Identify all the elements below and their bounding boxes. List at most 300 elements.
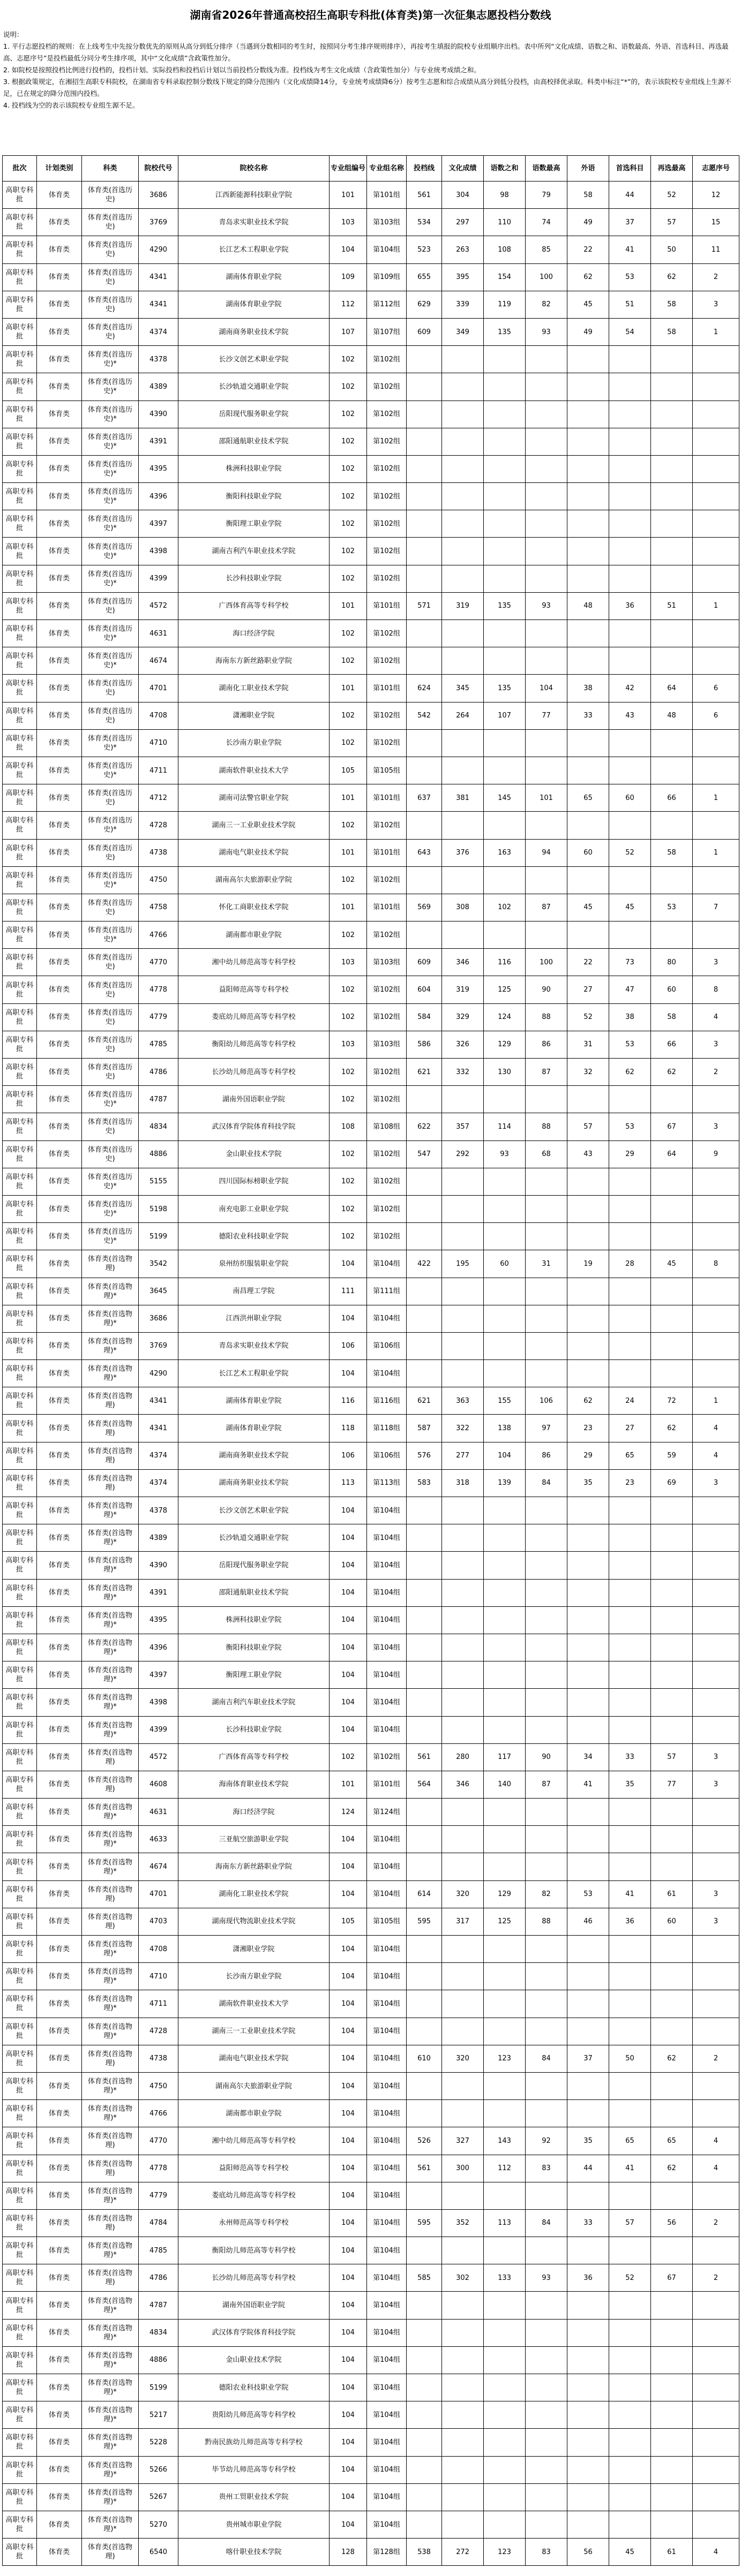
first-subject-cell (609, 1524, 651, 1552)
group-name-cell: 第101组 (367, 894, 407, 921)
group-name-cell: 第104组 (367, 2346, 407, 2374)
subject-type-cell: 体育类(首选物理)* (82, 2182, 139, 2209)
chinese-math-sum-cell (484, 1332, 526, 1359)
first-subject-cell: 35 (609, 1771, 651, 1798)
culture-score-cell: 263 (442, 236, 484, 263)
school-name-cell: 益阳师范高等专科学校 (178, 976, 330, 1003)
school-name-cell: 湖南都市职业学院 (178, 921, 330, 949)
table-row (3, 2539, 739, 2566)
subject-type-cell: 体育类(首选历史)* (82, 346, 139, 373)
reselect-max-cell: 62 (651, 263, 693, 291)
cutoff-score-cell (407, 428, 442, 455)
school-name-cell: 湖南商务职业技术学院 (178, 1469, 330, 1497)
school-code-cell: 4341 (139, 1415, 178, 1442)
subject-type-cell: 体育类(首选历史) (82, 784, 139, 812)
school-code-cell: 4631 (139, 1799, 178, 1826)
school-code-cell: 4390 (139, 1552, 178, 1579)
school-code-cell: 4397 (139, 1661, 178, 1689)
culture-score-cell: 332 (442, 1059, 484, 1086)
chinese-math-sum-cell (484, 428, 526, 455)
school-code-cell: 4396 (139, 1634, 178, 1661)
cutoff-score-cell (407, 1689, 442, 1716)
first-subject-cell (609, 510, 651, 538)
subject-type-cell: 体育类(首选历史) (82, 592, 139, 620)
batch-cell: 高职专科批 (3, 318, 37, 345)
subject-type-cell: 体育类(首选物理)* (82, 1497, 139, 1524)
cutoff-score-cell (407, 866, 442, 894)
cutoff-score-cell (407, 1634, 442, 1661)
foreign-language-cell: 56 (567, 2539, 609, 2566)
group-name-cell: 第102组 (367, 538, 407, 565)
school-name-cell: 潇湘职业学院 (178, 1936, 330, 1963)
reselect-max-cell (651, 428, 693, 455)
table-row (3, 1771, 739, 1798)
group-code-cell: 102 (330, 729, 367, 757)
group-name-cell: 第104组 (367, 1880, 407, 1908)
subject-type-cell: 体育类(首选历史) (82, 1140, 139, 1168)
preference-order-cell: 4 (693, 2155, 739, 2182)
chinese-math-sum-cell: 163 (484, 839, 526, 866)
chinese-math-max-cell (526, 2319, 567, 2346)
batch-cell: 高职专科批 (3, 1031, 37, 1058)
school-name-cell: 贵州工贸职业技术学院 (178, 2483, 330, 2511)
group-name-cell: 第107组 (367, 318, 407, 345)
group-code-cell: 102 (330, 401, 367, 428)
table-row (3, 1113, 739, 1140)
batch-cell: 高职专科批 (3, 1278, 37, 1305)
first-subject-cell (609, 1579, 651, 1606)
school-code-cell: 4779 (139, 1003, 178, 1031)
table-row (3, 592, 739, 620)
chinese-math-sum-cell (484, 1223, 526, 1250)
batch-cell: 高职专科批 (3, 894, 37, 921)
group-code-cell: 102 (330, 538, 367, 565)
table-body (3, 182, 739, 2566)
chinese-math-sum-cell (484, 2072, 526, 2099)
subject-type-cell: 体育类(首选物理)* (82, 1799, 139, 1826)
culture-score-cell: 352 (442, 2209, 484, 2237)
cutoff-score-cell (407, 1497, 442, 1524)
school-name-cell: 湖南都市职业学院 (178, 2100, 330, 2127)
chinese-math-max-cell: 104 (526, 675, 567, 702)
header-plan-type: 计划类别 (37, 156, 82, 182)
preference-order-cell (693, 2456, 739, 2483)
subject-type-cell: 体育类(首选物理)* (82, 2511, 139, 2538)
chinese-math-max-cell: 85 (526, 236, 567, 263)
group-name-cell: 第103组 (367, 209, 407, 236)
table-row (3, 757, 739, 784)
school-code-cell: 4631 (139, 620, 178, 647)
chinese-math-max-cell (526, 1963, 567, 1990)
chinese-math-sum-cell (484, 2319, 526, 2346)
first-subject-cell (609, 812, 651, 839)
group-code-cell: 102 (330, 1003, 367, 1031)
foreign-language-cell: 38 (567, 675, 609, 702)
batch-cell: 高职专科批 (3, 1003, 37, 1031)
school-name-cell: 湖南吉利汽车职业技术学院 (178, 1689, 330, 1716)
cutoff-score-cell (407, 2018, 442, 2045)
school-name-cell: 湖南体育职业学院 (178, 1387, 330, 1415)
school-code-cell: 4399 (139, 565, 178, 592)
culture-score-cell (442, 373, 484, 401)
school-name-cell: 株洲科技职业学院 (178, 1606, 330, 1634)
plan-type-cell: 体育类 (37, 2456, 82, 2483)
batch-cell: 高职专科批 (3, 2401, 37, 2429)
group-code-cell: 124 (330, 1799, 367, 1826)
chinese-math-max-cell: 82 (526, 291, 567, 318)
plan-type-cell: 体育类 (37, 1634, 82, 1661)
group-code-cell: 102 (330, 1086, 367, 1113)
group-code-cell: 101 (330, 894, 367, 921)
foreign-language-cell (567, 1360, 609, 1387)
reselect-max-cell: 57 (651, 209, 693, 236)
chinese-math-sum-cell (484, 2018, 526, 2045)
subject-type-cell: 体育类(首选物理)* (82, 2292, 139, 2319)
plan-type-cell: 体育类 (37, 1853, 82, 1880)
chinese-math-max-cell (526, 1606, 567, 1634)
table-row (3, 538, 739, 565)
batch-cell: 高职专科批 (3, 1059, 37, 1086)
school-code-cell: 5199 (139, 1223, 178, 1250)
plan-type-cell: 体育类 (37, 1113, 82, 1140)
reselect-max-cell: 62 (651, 1059, 693, 1086)
cutoff-score-cell (407, 373, 442, 401)
foreign-language-cell (567, 1661, 609, 1689)
plan-type-cell: 体育类 (37, 592, 82, 620)
school-name-cell: 长沙幼儿师范高等专科学校 (178, 1059, 330, 1086)
cutoff-score-cell: 637 (407, 784, 442, 812)
chinese-math-sum-cell: 129 (484, 1031, 526, 1058)
header-school-name: 院校名称 (178, 156, 330, 182)
preference-order-cell: 4 (693, 1442, 739, 1469)
first-subject-cell: 47 (609, 976, 651, 1003)
reselect-max-cell: 45 (651, 1250, 693, 1278)
preference-order-cell: 3 (693, 1743, 739, 1771)
school-name-cell: 湖南现代物流职业技术学院 (178, 1908, 330, 1935)
table-row (3, 209, 739, 236)
group-code-cell: 104 (330, 1634, 367, 1661)
table-row (3, 565, 739, 592)
chinese-math-sum-cell (484, 1360, 526, 1387)
batch-cell: 高职专科批 (3, 2100, 37, 2127)
preference-order-cell (693, 1963, 739, 1990)
table-row (3, 1606, 739, 1634)
chinese-math-max-cell: 86 (526, 1031, 567, 1058)
plan-type-cell: 体育类 (37, 2539, 82, 2566)
preference-order-cell (693, 620, 739, 647)
subject-type-cell: 体育类(首选物理) (82, 1387, 139, 1415)
first-subject-cell: 60 (609, 784, 651, 812)
chinese-math-sum-cell: 140 (484, 1771, 526, 1798)
school-name-cell: 长沙轨道交通职业学院 (178, 1524, 330, 1552)
plan-type-cell: 体育类 (37, 1880, 82, 1908)
reselect-max-cell: 56 (651, 2209, 693, 2237)
chinese-math-max-cell (526, 1634, 567, 1661)
batch-cell: 高职专科批 (3, 839, 37, 866)
group-code-cell: 104 (330, 1880, 367, 1908)
foreign-language-cell (567, 538, 609, 565)
reselect-max-cell: 66 (651, 1031, 693, 1058)
foreign-language-cell: 49 (567, 209, 609, 236)
school-name-cell: 永州师范高等专科学校 (178, 2209, 330, 2237)
culture-score-cell: 277 (442, 1442, 484, 1469)
school-name-cell: 湖南三一工业职业技术学院 (178, 2018, 330, 2045)
first-subject-cell: 62 (609, 1059, 651, 1086)
reselect-max-cell (651, 2374, 693, 2401)
first-subject-cell (609, 729, 651, 757)
preference-order-cell (693, 2319, 739, 2346)
culture-score-cell (442, 1360, 484, 1387)
chinese-math-sum-cell: 119 (484, 291, 526, 318)
header-reselect-max: 再选最高 (651, 156, 693, 182)
cutoff-score-cell (407, 1799, 442, 1826)
subject-type-cell: 体育类(首选物理)* (82, 2483, 139, 2511)
group-name-cell: 第102组 (367, 1743, 407, 1771)
table-row (3, 236, 739, 263)
culture-score-cell (442, 2374, 484, 2401)
foreign-language-cell (567, 428, 609, 455)
school-code-cell: 6540 (139, 2539, 178, 2566)
group-code-cell: 104 (330, 1716, 367, 1743)
culture-score-cell: 381 (442, 784, 484, 812)
foreign-language-cell: 49 (567, 318, 609, 345)
subject-type-cell: 体育类(首选历史)* (82, 483, 139, 510)
plan-type-cell: 体育类 (37, 949, 82, 976)
group-code-cell: 101 (330, 784, 367, 812)
first-subject-cell (609, 2292, 651, 2319)
culture-score-cell (442, 812, 484, 839)
plan-type-cell: 体育类 (37, 1552, 82, 1579)
cutoff-score-cell: 624 (407, 675, 442, 702)
first-subject-cell: 53 (609, 263, 651, 291)
cutoff-score-cell (407, 2072, 442, 2099)
school-code-cell: 4389 (139, 373, 178, 401)
school-name-cell: 长沙幼儿师范高等专科学校 (178, 2264, 330, 2292)
school-code-cell: 4397 (139, 510, 178, 538)
culture-score-cell: 300 (442, 2155, 484, 2182)
chinese-math-max-cell (526, 1799, 567, 1826)
group-code-cell: 106 (330, 1442, 367, 1469)
group-name-cell: 第102组 (367, 1140, 407, 1168)
table-row (3, 483, 739, 510)
cutoff-score-cell: 542 (407, 702, 442, 729)
reselect-max-cell (651, 1223, 693, 1250)
first-subject-cell (609, 2018, 651, 2045)
first-subject-cell (609, 757, 651, 784)
school-name-cell: 株洲科技职业学院 (178, 455, 330, 482)
culture-score-cell (442, 2319, 484, 2346)
first-subject-cell: 52 (609, 839, 651, 866)
group-name-cell: 第104组 (367, 2401, 407, 2429)
group-name-cell: 第102组 (367, 620, 407, 647)
plan-type-cell: 体育类 (37, 263, 82, 291)
foreign-language-cell: 52 (567, 1003, 609, 1031)
preference-order-cell (693, 2182, 739, 2209)
foreign-language-cell (567, 1579, 609, 1606)
reselect-max-cell (651, 921, 693, 949)
batch-cell: 高职专科批 (3, 620, 37, 647)
table-row (3, 729, 739, 757)
cutoff-score-cell (407, 729, 442, 757)
group-name-cell: 第104组 (367, 2155, 407, 2182)
batch-cell: 高职专科批 (3, 2127, 37, 2155)
school-code-cell: 3686 (139, 1305, 178, 1332)
foreign-language-cell (567, 483, 609, 510)
school-name-cell: 潇湘职业学院 (178, 702, 330, 729)
batch-cell: 高职专科批 (3, 373, 37, 401)
batch-cell: 高职专科批 (3, 1963, 37, 1990)
chinese-math-max-cell (526, 455, 567, 482)
school-name-cell: 湖南高尔夫旅游职业学院 (178, 866, 330, 894)
batch-cell: 高职专科批 (3, 428, 37, 455)
chinese-math-max-cell (526, 620, 567, 647)
batch-cell: 高职专科批 (3, 2539, 37, 2566)
group-name-cell: 第104组 (367, 1936, 407, 1963)
first-subject-cell: 24 (609, 1387, 651, 1415)
preference-order-cell (693, 2346, 739, 2374)
batch-cell: 高职专科批 (3, 510, 37, 538)
table-row (3, 1223, 739, 1250)
first-subject-cell: 53 (609, 1113, 651, 1140)
chinese-math-sum-cell: 130 (484, 1059, 526, 1086)
group-name-cell: 第102组 (367, 1059, 407, 1086)
chinese-math-max-cell (526, 2237, 567, 2264)
preference-order-cell (693, 1524, 739, 1552)
school-code-cell: 5199 (139, 2374, 178, 2401)
school-name-cell: 湖南商务职业技术学院 (178, 318, 330, 345)
chinese-math-max-cell (526, 346, 567, 373)
table-row (3, 894, 739, 921)
table-row (3, 839, 739, 866)
chinese-math-sum-cell: 125 (484, 1908, 526, 1935)
group-code-cell: 104 (330, 1689, 367, 1716)
chinese-math-max-cell: 87 (526, 894, 567, 921)
batch-cell: 高职专科批 (3, 1771, 37, 1798)
plan-type-cell: 体育类 (37, 1168, 82, 1195)
plan-type-cell: 体育类 (37, 1579, 82, 1606)
culture-score-cell: 292 (442, 1140, 484, 1168)
subject-type-cell: 体育类(首选物理)* (82, 1634, 139, 1661)
culture-score-cell: 317 (442, 1908, 484, 1935)
foreign-language-cell (567, 2018, 609, 2045)
table-row (3, 1360, 739, 1387)
group-name-cell: 第109组 (367, 263, 407, 291)
cutoff-score-cell (407, 1168, 442, 1195)
subject-type-cell: 体育类(首选历史)* (82, 866, 139, 894)
cutoff-score-cell (407, 1223, 442, 1250)
chinese-math-sum-cell: 139 (484, 1469, 526, 1497)
preference-order-cell (693, 1579, 739, 1606)
plan-type-cell: 体育类 (37, 2319, 82, 2346)
group-code-cell: 102 (330, 373, 367, 401)
plan-type-cell: 体育类 (37, 1278, 82, 1305)
group-code-cell: 101 (330, 182, 367, 209)
reselect-max-cell (651, 2237, 693, 2264)
school-code-cell: 4786 (139, 1059, 178, 1086)
foreign-language-cell (567, 729, 609, 757)
chinese-math-max-cell (526, 2072, 567, 2099)
culture-score-cell (442, 1086, 484, 1113)
group-code-cell: 104 (330, 2483, 367, 2511)
chinese-math-sum-cell: 135 (484, 592, 526, 620)
cutoff-score-cell (407, 1524, 442, 1552)
foreign-language-cell (567, 2292, 609, 2319)
cutoff-score-cell: 422 (407, 1250, 442, 1278)
reselect-max-cell (651, 538, 693, 565)
school-name-cell: 娄底幼儿师范高等专科学校 (178, 1003, 330, 1031)
culture-score-cell (442, 2072, 484, 2099)
chinese-math-max-cell: 77 (526, 702, 567, 729)
reselect-max-cell (651, 1579, 693, 1606)
school-code-cell: 4374 (139, 1442, 178, 1469)
group-code-cell: 102 (330, 510, 367, 538)
reselect-max-cell: 57 (651, 1743, 693, 1771)
subject-type-cell: 体育类(首选物理)* (82, 1579, 139, 1606)
table-row (3, 2018, 739, 2045)
plan-type-cell: 体育类 (37, 647, 82, 675)
group-name-cell: 第102组 (367, 455, 407, 482)
school-name-cell: 长沙科技职业学院 (178, 1716, 330, 1743)
cutoff-score-cell (407, 2100, 442, 2127)
subject-type-cell: 体育类(首选物理) (82, 2264, 139, 2292)
chinese-math-sum-cell (484, 2511, 526, 2538)
table-row (3, 2456, 739, 2483)
group-code-cell: 107 (330, 318, 367, 345)
foreign-language-cell (567, 1332, 609, 1359)
group-name-cell: 第105组 (367, 757, 407, 784)
culture-score-cell (442, 921, 484, 949)
subject-type-cell: 体育类(首选历史) (82, 236, 139, 263)
school-code-cell: 4703 (139, 1908, 178, 1935)
chinese-math-sum-cell (484, 1195, 526, 1222)
reselect-max-cell: 60 (651, 1908, 693, 1935)
table-row (3, 1415, 739, 1442)
group-name-cell: 第104组 (367, 2100, 407, 2127)
foreign-language-cell (567, 2374, 609, 2401)
plan-type-cell: 体育类 (37, 1332, 82, 1359)
group-name-cell: 第104组 (367, 1360, 407, 1387)
cutoff-score-cell: 586 (407, 1031, 442, 1058)
table-row (3, 1634, 739, 1661)
foreign-language-cell (567, 1799, 609, 1826)
batch-cell: 高职专科批 (3, 2045, 37, 2072)
table-row (3, 2401, 739, 2429)
group-code-cell: 104 (330, 2182, 367, 2209)
reselect-max-cell: 69 (651, 1469, 693, 1497)
group-name-cell: 第104组 (367, 2182, 407, 2209)
chinese-math-max-cell: 92 (526, 2127, 567, 2155)
reselect-max-cell (651, 1716, 693, 1743)
school-code-cell: 4758 (139, 894, 178, 921)
foreign-language-cell (567, 2182, 609, 2209)
group-name-cell: 第104组 (367, 2237, 407, 2264)
first-subject-cell (609, 1799, 651, 1826)
preference-order-cell: 11 (693, 236, 739, 263)
batch-cell: 高职专科批 (3, 538, 37, 565)
subject-type-cell: 体育类(首选历史)* (82, 729, 139, 757)
school-code-cell: 4779 (139, 2182, 178, 2209)
first-subject-cell (609, 1332, 651, 1359)
school-code-cell: 4728 (139, 2018, 178, 2045)
foreign-language-cell (567, 373, 609, 401)
subject-type-cell: 体育类(首选历史)* (82, 401, 139, 428)
plan-type-cell: 体育类 (37, 921, 82, 949)
reselect-max-cell: 77 (651, 1771, 693, 1798)
table-row (3, 1552, 739, 1579)
first-subject-cell (609, 1634, 651, 1661)
foreign-language-cell (567, 2319, 609, 2346)
school-code-cell: 5198 (139, 1195, 178, 1222)
